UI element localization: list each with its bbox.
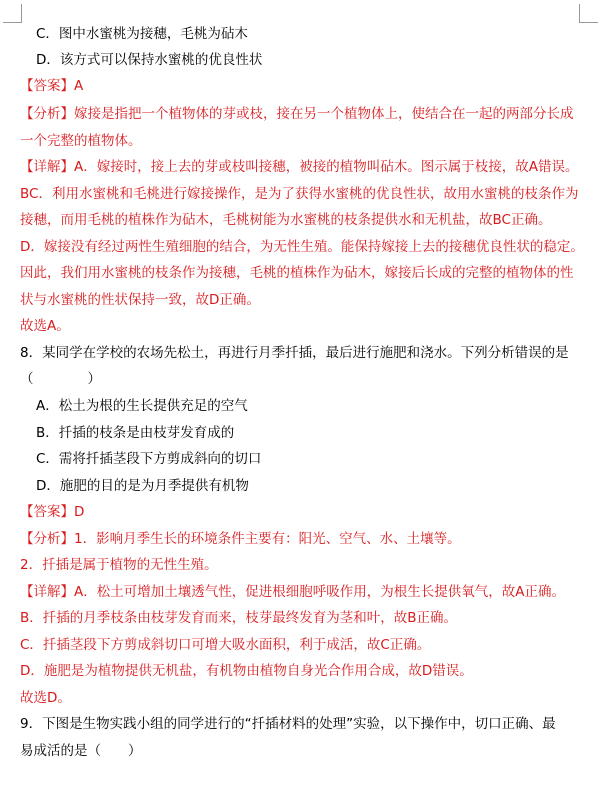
question-line: （ ） [20, 371, 101, 387]
detail-tag: 【详解】 [20, 159, 74, 175]
question-line: 9．下图是生物实践小组的同学进行的“扦插材料的处理”实验，以下操作中，切口正确、最 [20, 716, 556, 732]
option-line: B．扦插的枝条是由枝芽发育成的 [36, 425, 235, 441]
answer-line: 【答案】A [20, 78, 84, 94]
conclusion-line: 故选D。 [20, 690, 71, 706]
answer-tag: 【答案】 [20, 504, 74, 520]
option-line: D．施肥的目的是为月季提供有机物 [36, 478, 249, 494]
detail-tag: 【详解】 [20, 584, 74, 600]
detail-line: 【详解】A．嫁接时，接上去的芽或枝叫接穗，被接的植物叫砧木。图示属于枝接，故A错误。 [20, 159, 579, 175]
question-line: 8．某同学在学校的农场先松土，再进行月季扦插，最后进行施肥和浇水。下列分析错误的是 [20, 345, 569, 361]
detail-line: B．扦插的月季枝条由枝芽发育而来，枝芽最终发育为茎和叶，故B正确。 [20, 610, 458, 626]
detail-line: BC．利用水蜜桃和毛桃进行嫁接操作，是为了获得水蜜桃的优良性状，故用水蜜桃的枝条作为 [20, 186, 579, 202]
analysis-line: 一个完整的植物体。 [20, 133, 142, 149]
detail-line: 接穗，而用毛桃的植株作为砧木，毛桃树能为水蜜桃的枝条提供水和无机盐，故BC正确。 [20, 212, 552, 228]
answer-tag: 【答案】 [20, 78, 74, 94]
analysis-tag: 【分析】 [20, 106, 74, 122]
option-line: C．需将扦插茎段下方剪成斜向的切口 [36, 451, 262, 467]
option-line: D．该方式可以保持水蜜桃的优良性状 [36, 52, 263, 68]
detail-line: 状与水蜜桃的性状保持一致，故D正确。 [20, 292, 260, 308]
detail-line: D．施肥是为植物提供无机盐，有机物由植物自身光合作用合成，故D错误。 [20, 663, 473, 679]
crop-mark-top-right [579, 4, 598, 23]
detail-line: C．扦插茎段下方剪成斜切口可增大吸水面积，利于成活，故C正确。 [20, 637, 431, 653]
analysis-tag: 【分析】 [20, 531, 74, 547]
question-line: 易成活的是（ ） [20, 743, 142, 759]
detail-line: 因此，我们用水蜜桃的枝条作为接穗，毛桃的植株作为砧木，嫁接后长成的完整的植物体的性 [20, 265, 574, 281]
crop-mark-top-left [3, 4, 22, 23]
conclusion-line: 故选A。 [20, 318, 70, 334]
analysis-line: 【分析】1．影响月季生长的环境条件主要有：阳光、空气、水、土壤等。 [20, 531, 461, 547]
option-line: C．图中水蜜桃为接穗，毛桃为砧木 [36, 26, 248, 42]
analysis-line: 【分析】嫁接是指把一个植物体的芽或枝，接在另一个植物体上，使结合在一起的两部分长成 [20, 106, 574, 122]
option-line: A．松土为根的生长提供充足的空气 [36, 398, 248, 414]
detail-line: D．嫁接没有经过两性生殖细胞的结合，为无性生殖。能保持嫁接上去的接穗优良性状的稳定。 [20, 239, 584, 255]
detail-line: 【详解】A．松土可增加土壤透气性，促进根细胞呼吸作用，为根生长提供氧气，故A正确。 [20, 584, 565, 600]
analysis-line: 2．扦插是属于植物的无性生殖。 [20, 557, 218, 573]
answer-line: 【答案】D [20, 504, 85, 520]
